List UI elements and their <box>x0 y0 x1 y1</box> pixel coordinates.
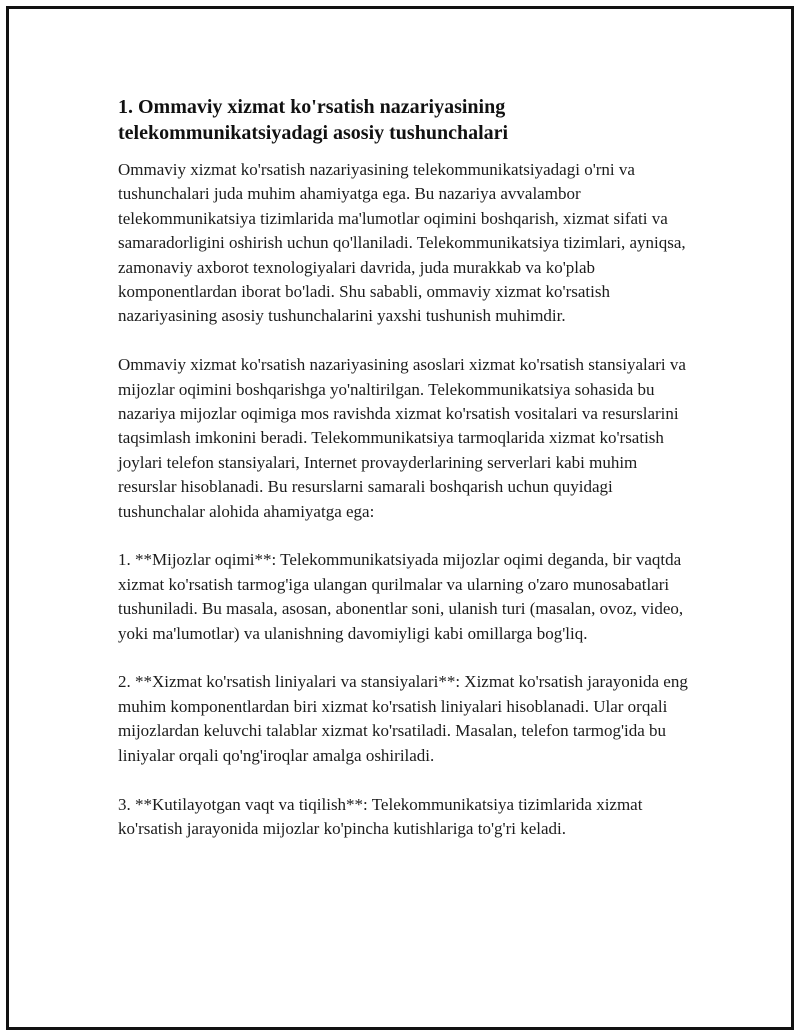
document-body <box>118 94 688 866</box>
paragraph-item-waiting-time: 3. **Kutilayotgan vaqt va tiqilish**: Telekommunikatsiya tizimlarida xizmat ko'rsatish jarayonida mijozlar ko'pincha kutishlariga to'g'ri keladi. <box>118 794 643 838</box>
paragraph-foundations: Ommaviy xizmat ko'rsatish nazariyasining asoslari xizmat ko'rsatish stansiyalari va mijozlar oqimini boshqarishga yo'naltirilgan. Telekommunikatsiya sohasida bu nazariya mijozlar oqimiga mos ravishda xizmat ko'rsatish vositalari va resurslarini taqsimlash imkonini beradi. Telekommunikatsiya tarmoqlarida xizmat ko'rsatish joylari telefon stansiyalari, Internet provayderlarining serverlari kabi muhim resurslar hisoblanadi. Bu resurslarni samarali boshqarish uchun quyidagi tushunchalar alohida ahamiyatga ega: <box>118 355 686 521</box>
section-heading: 1. Ommaviy xizmat ko'rsatish nazariyasining telekommunikatsiyadagi asosiy tushunchalari <box>118 96 509 144</box>
paragraph-intro: Ommaviy xizmat ko'rsatish nazariyasining telekommunikatsiyadagi o'rni va tushunchalari juda muhim ahamiyatga ega. Bu nazariya avvalambor telekommunikatsiya tizimlarida ma'lumotlar oqimini boshqarish, xizmat sifati va samaradorligini oshirish uchun qo'llaniladi. Telekommunikatsiya tizimlari, ayniqsa, zamonaviy axborot texnologiyalari davrida, juda murakkab va ko'plab komponentlardan iborat bo'ladi. Shu sababli, ommaviy xizmat ko'rsatish nazariyasining asosiy tushunchalarini yaxshi tushunish muhimdir. <box>118 160 686 326</box>
paragraph-item-service-lines: 2. **Xizmat ko'rsatish liniyalari va stansiyalari**: Xizmat ko'rsatish jarayonida eng muhim komponentlardan biri xizmat ko'rsatish liniyalari hisoblanadi. Ular orqali mijozlardan keluvchi talablar xizmat ko'rsatiladi. Masalan, telefon tarmog'ida bu liniyalar orqali qo'ng'iroqlar amalga oshiriladi. <box>118 672 688 765</box>
paragraph-item-customer-flow: 1. **Mijozlar oqimi**: Telekommunikatsiyada mijozlar oqimi deganda, bir vaqtda xizmat ko'rsatish tarmog'iga ulangan qurilmalar va ularning o'zaro munosabatlari tushuniladi. Bu masala, asosan, abonentlar soni, ulanish turi (masalan, ovoz, video, yoki ma'lumotlar) va ulanishning davomiyligi kabi omillarga bog'liq. <box>118 550 684 643</box>
